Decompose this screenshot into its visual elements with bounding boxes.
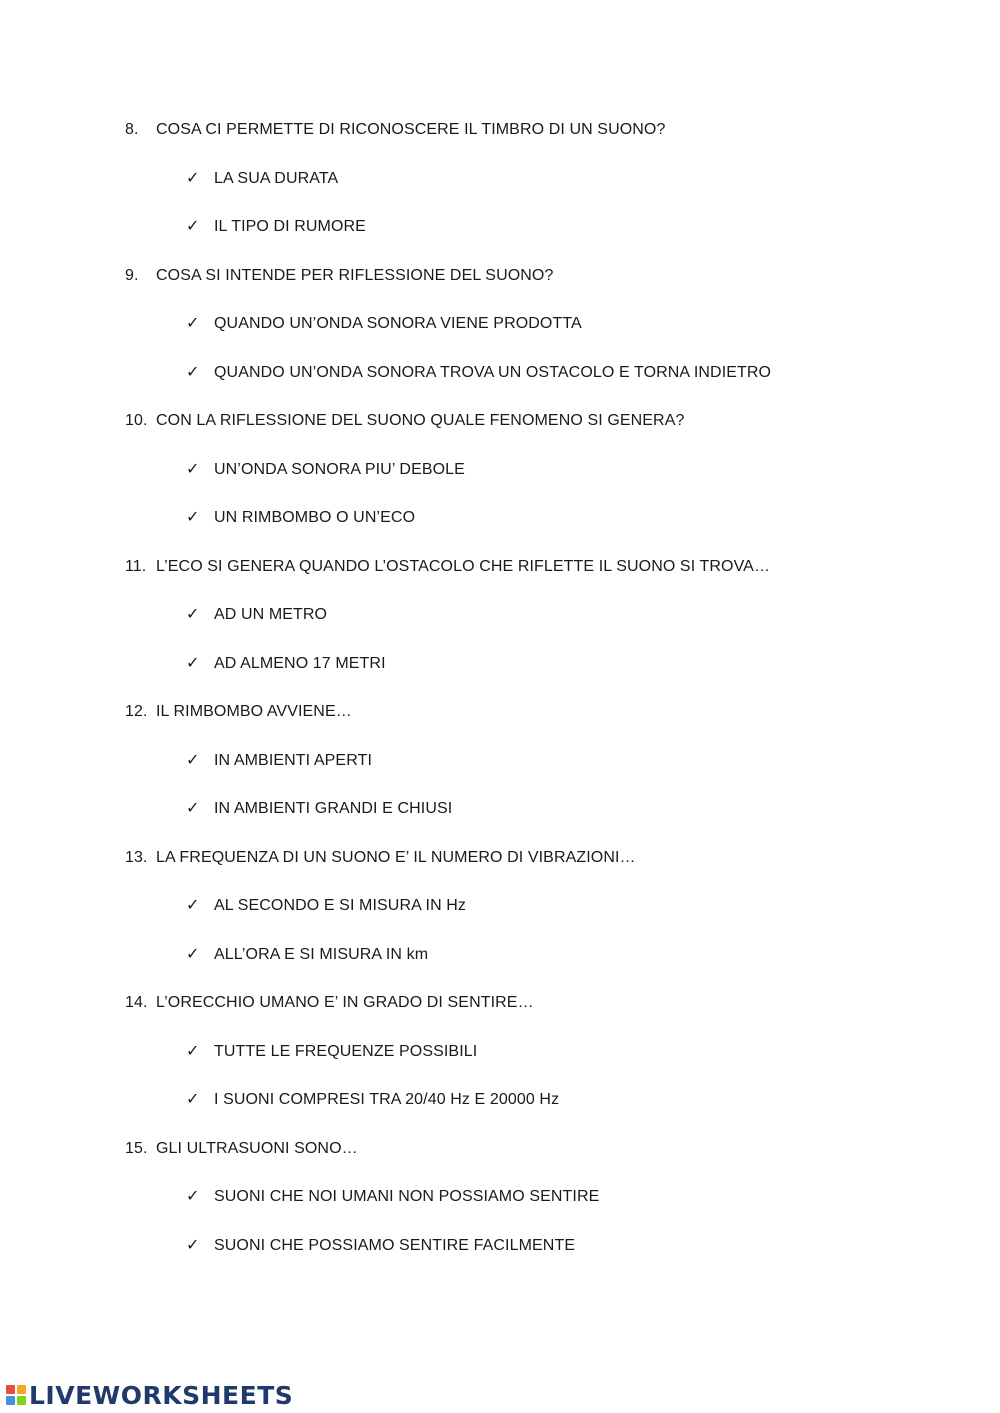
question-number: 15.	[125, 1139, 148, 1157]
answer-option[interactable]	[186, 314, 582, 334]
answer-option[interactable]	[186, 460, 465, 480]
option-text: TUTTE LE FREQUENZE POSSIBILI	[214, 1042, 478, 1060]
answer-option[interactable]	[186, 654, 386, 674]
checkmark-icon: ✓	[186, 606, 200, 623]
logo-square	[6, 1396, 15, 1405]
footer-logo	[6, 1380, 293, 1410]
option-text: IN AMBIENTI GRANDI E CHIUSI	[214, 800, 453, 817]
checkmark-icon: ✓	[186, 897, 200, 914]
logo-square	[17, 1396, 26, 1405]
question-text: IL RIMBOMBO AVVIENE…	[156, 703, 352, 720]
answer-option[interactable]	[186, 169, 338, 189]
question	[125, 557, 770, 577]
option-text: LA SUA DURATA	[214, 169, 339, 187]
option-text: SUONI CHE POSSIAMO SENTIRE FACILMENTE	[214, 1236, 576, 1254]
checkmark-icon: ✓	[186, 509, 200, 526]
answer-option[interactable]	[186, 896, 466, 916]
option-text: IN AMBIENTI APERTI	[214, 751, 372, 769]
checkmark-icon: ✓	[186, 363, 200, 381]
question	[125, 1139, 358, 1159]
question-number: 14.	[125, 994, 148, 1011]
checkmark-icon: ✓	[186, 460, 200, 478]
question-text: LA FREQUENZA DI UN SUONO E’ IL NUMERO DI VIBRAZIONI…	[156, 848, 636, 866]
logo-square	[6, 1385, 15, 1394]
option-text: UN RIMBOMBO O UN’ECO	[214, 509, 416, 526]
question-number: 9.	[125, 266, 139, 284]
answer-option[interactable]	[186, 605, 327, 625]
question	[125, 993, 534, 1013]
checkmark-icon: ✓	[186, 1188, 200, 1205]
checkmark-icon: ✓	[186, 751, 200, 769]
question-number: 11.	[125, 557, 147, 575]
logo-icon	[6, 1385, 26, 1405]
checkmark-icon: ✓	[186, 800, 200, 817]
question	[125, 266, 553, 286]
brand-name: LIVEWORKSHEETS	[29, 1380, 294, 1410]
question-text: L’ECO SI GENERA QUANDO L’OSTACOLO CHE RIFLETTE IL SUONO SI TROVA…	[156, 557, 771, 575]
answer-option[interactable]	[186, 217, 366, 237]
question	[125, 120, 665, 140]
question-number: 10.	[125, 412, 148, 429]
option-text: AD ALMENO 17 METRI	[214, 654, 386, 672]
checkmark-icon: ✓	[186, 315, 200, 332]
answer-option[interactable]	[186, 1236, 575, 1256]
answer-option[interactable]	[186, 1187, 599, 1207]
option-text: SUONI CHE NOI UMANI NON POSSIAMO SENTIRE	[214, 1188, 600, 1205]
checkmark-icon: ✓	[186, 169, 200, 187]
question	[125, 702, 352, 722]
checkmark-icon: ✓	[186, 1091, 200, 1108]
checkmark-icon: ✓	[186, 1042, 200, 1060]
question-number: 12.	[125, 703, 148, 720]
question	[125, 848, 636, 868]
question-text: L’ORECCHIO UMANO E’ IN GRADO DI SENTIRE…	[156, 994, 534, 1011]
option-text: QUANDO UN’ONDA SONORA TROVA UN OSTACOLO E TORNA INDIETRO	[214, 363, 772, 381]
answer-option[interactable]	[186, 363, 771, 383]
question-number: 8.	[125, 121, 139, 138]
option-text: AD UN METRO	[214, 606, 328, 623]
answer-option[interactable]	[186, 508, 415, 528]
question-text: COSA SI INTENDE PER RIFLESSIONE DEL SUONO?	[156, 266, 554, 284]
question-number: 13.	[125, 848, 148, 866]
option-text: IL TIPO DI RUMORE	[214, 218, 366, 235]
answer-option[interactable]	[186, 1042, 477, 1062]
checkmark-icon: ✓	[186, 945, 200, 963]
question-text: COSA CI PERMETTE DI RICONOSCERE IL TIMBRO DI UN SUONO?	[156, 121, 666, 138]
answer-option[interactable]	[186, 799, 452, 819]
option-text: UN’ONDA SONORA PIU’ DEBOLE	[214, 460, 465, 478]
question-text: CON LA RIFLESSIONE DEL SUONO QUALE FENOMENO SI GENERA?	[156, 412, 685, 429]
question-text: GLI ULTRASUONI SONO…	[156, 1139, 358, 1157]
option-text: AL SECONDO E SI MISURA IN Hz	[214, 897, 467, 914]
answer-option[interactable]	[186, 945, 428, 965]
question	[125, 411, 685, 431]
option-text: ALL’ORA E SI MISURA IN km	[214, 945, 429, 963]
option-text: I SUONI COMPRESI TRA 20/40 Hz E 20000 Hz	[214, 1091, 560, 1108]
checkmark-icon: ✓	[186, 218, 200, 235]
logo-square	[17, 1385, 26, 1394]
answer-option[interactable]	[186, 751, 372, 771]
checkmark-icon: ✓	[186, 654, 200, 672]
option-text: QUANDO UN’ONDA SONORA VIENE PRODOTTA	[214, 315, 582, 332]
answer-option[interactable]	[186, 1090, 559, 1110]
checkmark-icon: ✓	[186, 1236, 200, 1254]
